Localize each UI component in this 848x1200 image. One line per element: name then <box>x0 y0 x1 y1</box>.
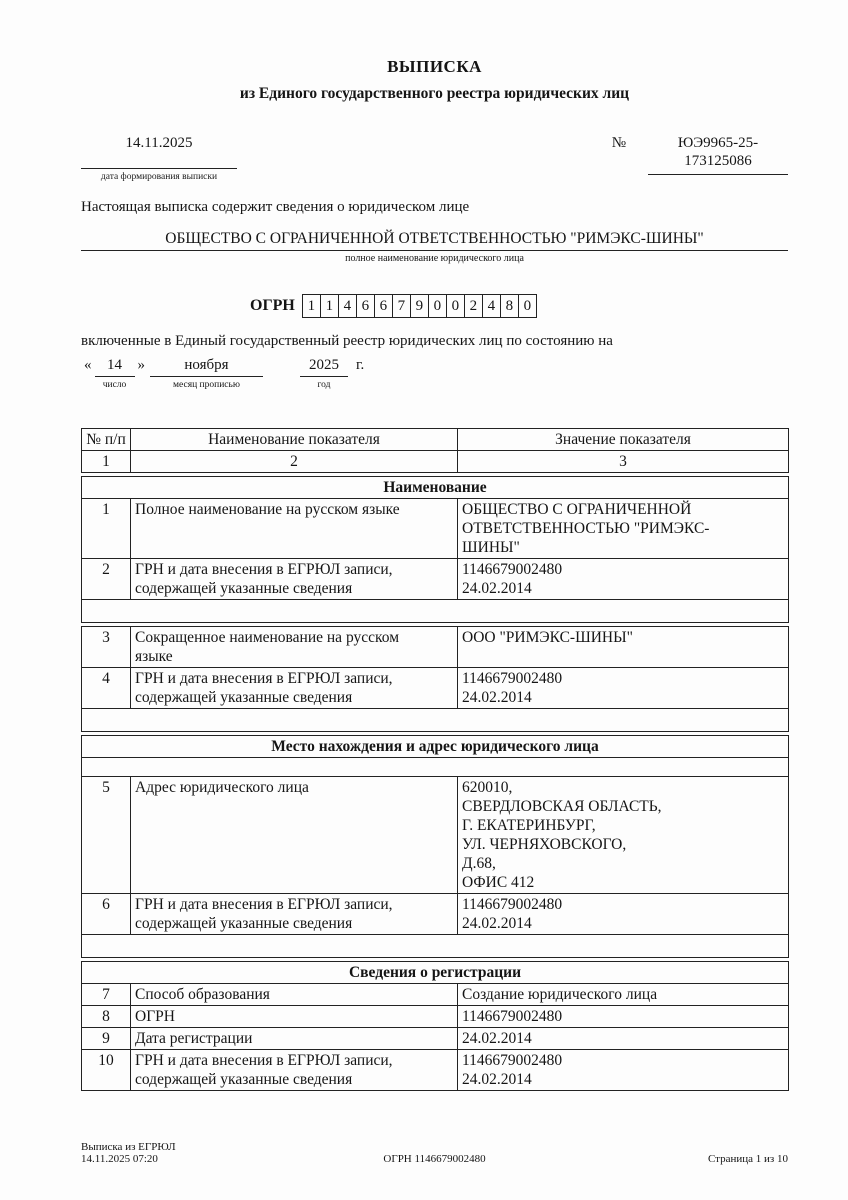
extract-number-block <box>612 134 788 175</box>
row-number-cell: 10 <box>82 1050 131 1091</box>
ogrn-digit-box: 8 <box>500 294 519 318</box>
table-group <box>81 735 789 958</box>
row-number-cell: 4 <box>82 668 131 709</box>
ogrn-digit-box: 0 <box>428 294 447 318</box>
row-name-cell-line: ГРН и дата внесения в ЕГРЮЛ записи, <box>135 1052 393 1069</box>
row-name-cell <box>131 1028 458 1050</box>
row-value-cell-line: ОТВЕТСТВЕННОСТЬЮ "РИМЭКС- <box>462 520 710 537</box>
registry-table <box>81 428 788 1091</box>
ogrn-digit-box: 6 <box>356 294 375 318</box>
extract-date: 14.11.2025 <box>81 134 237 169</box>
footer-doc-info <box>81 1141 383 1165</box>
row-value-cell-line: ОБЩЕСТВО С ОГРАНИЧЕННОЙ <box>462 501 692 518</box>
row-number-cell: 6 <box>82 894 131 935</box>
extract-date-caption: дата формирования выписки <box>100 172 218 182</box>
row-name-cell <box>131 894 458 935</box>
ogrn-digit-box: 4 <box>338 294 357 318</box>
table-row <box>82 1050 789 1091</box>
row-number-cell: 5 <box>82 777 131 894</box>
ogrn-digit-boxes <box>302 294 537 318</box>
row-value-cell <box>458 1028 789 1050</box>
row-name-cell-line: Полное наименование на русском языке <box>135 501 400 518</box>
open-quote: « <box>84 357 92 373</box>
row-value-cell-line: 24.02.2014 <box>462 580 532 597</box>
row-name-cell-line: Сокращенное наименование на русском <box>135 629 399 646</box>
footer-page-number: Страница 1 из 10 <box>707 1153 788 1165</box>
extract-date-block <box>81 134 237 183</box>
ogrn-digit-box: 9 <box>410 294 429 318</box>
section-header-row-cell: Место нахождения и адрес юридического лица <box>82 736 789 758</box>
row-value-cell <box>458 894 789 935</box>
ogrn-digit-box: 1 <box>302 294 321 318</box>
ogrn-digit-box: 0 <box>446 294 465 318</box>
section-header-row-cell: Наименование <box>82 477 789 499</box>
row-value-cell <box>458 668 789 709</box>
spacer-row-cell <box>82 600 789 623</box>
page-footer <box>81 1141 788 1165</box>
section-spacer-row-cell <box>82 758 789 777</box>
section-header-row <box>82 736 789 758</box>
row-value-cell <box>458 1050 789 1091</box>
asof-date-line <box>81 356 788 391</box>
table-row <box>82 668 789 709</box>
row-value-cell-line: ШИНЫ" <box>462 539 520 556</box>
ogrn-digit-box: 7 <box>392 294 411 318</box>
spacer-row <box>82 935 789 958</box>
row-value-cell-line: 1146679002480 <box>462 561 563 578</box>
row-name-cell <box>131 1050 458 1091</box>
row-value-cell <box>458 777 789 894</box>
asof-day-segment <box>95 356 135 391</box>
row-value-cell-line: 24.02.2014 <box>462 1071 532 1088</box>
row-value-cell-line: ООО "РИМЭКС-ШИНЫ" <box>462 629 633 646</box>
row-value-cell-line: ОФИС 412 <box>462 874 535 891</box>
company-name: ОБЩЕСТВО С ОГРАНИЧЕННОЙ ОТВЕТСТВЕННОСТЬЮ "РИМЭКС-ШИНЫ" <box>81 229 788 251</box>
asof-statement: включенные в Единый государственный реестр юридических лиц по состоянию на <box>81 333 613 349</box>
table-row <box>82 627 789 668</box>
row-name-cell-line: ОГРН <box>135 1008 175 1025</box>
row-name-cell-line: Дата регистрации <box>135 1030 253 1047</box>
ogrn-label: ОГРН <box>250 297 295 314</box>
table-header-row <box>82 429 789 451</box>
row-value-cell-line: 24.02.2014 <box>462 1030 532 1047</box>
footer-ogrn: ОГРН 1146679002480 <box>383 1153 486 1165</box>
row-name-cell <box>131 668 458 709</box>
table-row <box>82 499 789 559</box>
spacer-row <box>82 600 789 623</box>
row-name-cell-line: Адрес юридического лица <box>135 779 309 796</box>
ogrn-digit-box: 6 <box>374 294 393 318</box>
row-number-cell: 3 <box>82 627 131 668</box>
row-name-cell-line: содержащей указанные сведения <box>135 915 353 932</box>
row-name-cell-line: Способ образования <box>135 986 270 1003</box>
ogrn-digit-box: 4 <box>482 294 501 318</box>
page-content <box>81 0 788 1091</box>
table-numbering-row <box>82 451 789 473</box>
footer-doc-type: Выписка из ЕГРЮЛ <box>81 1141 176 1153</box>
close-quote: » <box>137 357 145 373</box>
row-number-cell: 8 <box>82 1006 131 1028</box>
asof-day-caption: число <box>102 380 127 390</box>
table-group <box>81 476 789 623</box>
extract-number-label: № <box>611 135 626 151</box>
table-row <box>82 1028 789 1050</box>
table-row <box>82 559 789 600</box>
ogrn-digit-box: 0 <box>518 294 537 318</box>
row-name-cell <box>131 984 458 1006</box>
row-name-cell <box>131 777 458 894</box>
intro-statement: Настоящая выписка содержит сведения о юридическом лице <box>81 199 470 215</box>
row-name-cell-line: ГРН и дата внесения в ЕГРЮЛ записи, <box>135 670 393 687</box>
row-name-cell-line: содержащей указанные сведения <box>135 689 353 706</box>
row-value-cell <box>458 984 789 1006</box>
footer-datetime: 14.11.2025 07:20 <box>81 1153 158 1165</box>
row-number-cell: 9 <box>82 1028 131 1050</box>
table-group <box>81 961 789 1091</box>
row-value-cell-line: 1146679002480 <box>462 896 563 913</box>
asof-year-caption: год <box>317 380 331 390</box>
spacer-row-cell <box>82 709 789 732</box>
asof-month-caption: месяц прописью <box>173 380 240 390</box>
row-value-cell-line: 24.02.2014 <box>462 915 532 932</box>
row-name-cell-line: ГРН и дата внесения в ЕГРЮЛ записи, <box>135 561 393 578</box>
row-number-cell: 2 <box>82 559 131 600</box>
extract-number-value <box>648 134 788 175</box>
asof-day: 14 <box>95 356 135 377</box>
row-value-cell-line: Г. ЕКАТЕРИНБУРГ, <box>462 817 596 834</box>
table-header-cell: № п/п <box>82 429 131 451</box>
spacer-row <box>82 709 789 732</box>
table-row <box>82 777 789 894</box>
table-numbering-cell: 1 <box>82 451 131 473</box>
row-name-cell-line: языке <box>135 648 173 665</box>
table-row <box>82 1006 789 1028</box>
row-value-cell <box>458 559 789 600</box>
asof-year-suffix: г. <box>356 357 365 373</box>
row-value-cell-line: Создание юридического лица <box>462 986 658 1003</box>
row-value-cell <box>458 627 789 668</box>
extract-number-line2: 173125086 <box>684 153 752 169</box>
company-block <box>81 229 788 265</box>
row-value-cell-line: Д.68, <box>462 855 496 872</box>
page-title: ВЫПИСКА <box>387 57 482 76</box>
table-header-cell: Наименование показателя <box>131 429 458 451</box>
row-name-cell <box>131 627 458 668</box>
spacer-row-cell <box>82 935 789 958</box>
table-head <box>81 428 789 473</box>
row-value-cell-line: СВЕРДЛОВСКАЯ ОБЛАСТЬ, <box>462 798 662 815</box>
row-value-cell-line: 620010, <box>462 779 513 796</box>
row-number-cell: 7 <box>82 984 131 1006</box>
table-row <box>82 984 789 1006</box>
asof-month-segment <box>150 356 263 391</box>
ogrn-row <box>250 294 788 318</box>
row-name-cell-line: содержащей указанные сведения <box>135 1071 353 1088</box>
section-spacer-row <box>82 758 789 777</box>
section-header-row-cell: Сведения о регистрации <box>82 962 789 984</box>
section-header-row <box>82 962 789 984</box>
table-group <box>81 626 789 732</box>
row-name-cell-line: ГРН и дата внесения в ЕГРЮЛ записи, <box>135 896 393 913</box>
row-value-cell-line: 1146679002480 <box>462 1052 563 1069</box>
row-value-cell-line: УЛ. ЧЕРНЯХОВСКОГО, <box>462 836 627 853</box>
table-row <box>82 894 789 935</box>
page-subtitle: из Единого государственного реестра юридических лиц <box>239 85 630 102</box>
asof-year-segment <box>300 356 348 391</box>
asof-year: 2025 <box>300 356 348 377</box>
asof-month: ноября <box>150 356 263 377</box>
ogrn-digit-box: 2 <box>464 294 483 318</box>
row-value-cell-line: 1146679002480 <box>462 1008 563 1025</box>
row-value-cell <box>458 1006 789 1028</box>
row-name-cell <box>131 499 458 559</box>
row-value-cell-line: 24.02.2014 <box>462 689 532 706</box>
table-numbering-cell: 2 <box>131 451 458 473</box>
extract-number-line1: ЮЭ9965-25- <box>677 135 759 151</box>
ogrn-digit-box: 1 <box>320 294 339 318</box>
meta-row <box>81 134 788 183</box>
row-value-cell-line: 1146679002480 <box>462 670 563 687</box>
company-name-caption: полное наименование юридического лица <box>345 253 524 264</box>
row-name-cell-line: содержащей указанные сведения <box>135 580 353 597</box>
table-numbering-cell: 3 <box>458 451 789 473</box>
row-number-cell: 1 <box>82 499 131 559</box>
row-value-cell <box>458 499 789 559</box>
section-header-row <box>82 477 789 499</box>
row-name-cell <box>131 559 458 600</box>
extract-number <box>648 134 788 175</box>
row-name-cell <box>131 1006 458 1028</box>
table-header-cell: Значение показателя <box>458 429 789 451</box>
